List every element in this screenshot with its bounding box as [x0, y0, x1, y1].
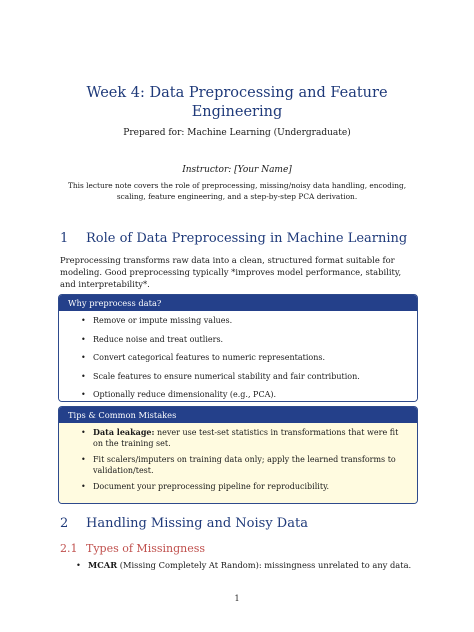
- list-item: [81, 315, 407, 326]
- list-item-text: Scale features to ensure numerical stability and fair contribution.: [93, 371, 360, 381]
- bullet-icon: •: [81, 334, 86, 344]
- instructor: Instructor: [Your Name]: [182, 165, 292, 175]
- bullet-icon: •: [81, 428, 86, 437]
- list-item-text: Convert categorical features to numeric representations.: [93, 353, 326, 362]
- section-2-heading: [60, 516, 308, 531]
- why-box-title: Why preprocess data?: [59, 295, 417, 311]
- missingness-list: [76, 560, 414, 571]
- why-preprocess-box: [58, 294, 418, 402]
- list-item: [76, 560, 414, 571]
- list-item: [81, 371, 407, 382]
- list-item-text: Reduce noise and treat outliers.: [93, 334, 224, 344]
- list-item-text: Document your preprocessing pipeline for reproducibility.: [93, 482, 330, 491]
- why-box-body: [59, 311, 417, 402]
- list-item-text: Remove or impute missing values.: [93, 316, 233, 325]
- bullet-icon: •: [76, 560, 81, 570]
- page-number: 1: [234, 594, 240, 603]
- subsection-2-1-heading: [60, 542, 205, 555]
- abstract: This lecture note covers the role of preprocessing, missing/noisy data handling, encoding, scaling, feature engineering, and a step-by-step PCA derivation.: [67, 181, 407, 201]
- section-1-number: 1: [60, 231, 69, 246]
- prepared-for: Prepared for: Machine Learning (Undergraduate): [123, 128, 351, 138]
- list-item: [81, 454, 407, 476]
- tips-box-list: [81, 427, 407, 492]
- why-box-list: [81, 315, 407, 400]
- tips-box-title: Tips & Common Mistakes: [59, 407, 417, 423]
- section-1-heading: [60, 231, 407, 246]
- document-title: Week 4: Data Preprocessing and Feature Engineering: [86, 85, 388, 120]
- subsection-2-1-number: 2.1: [60, 542, 78, 555]
- section-2-number: 2: [60, 516, 69, 531]
- tips-box-body: [59, 423, 417, 504]
- list-item: [81, 481, 407, 492]
- list-item-text: Optionally reduce dimensionality (e.g., PCA).: [93, 390, 277, 399]
- list-item: [81, 334, 407, 345]
- list-item-text: never use test-set statistics in transformations that were fit on the training set.: [93, 428, 399, 448]
- section-2-title: Handling Missing and Noisy Data: [86, 516, 308, 531]
- bullet-icon: •: [81, 371, 86, 381]
- bullet-icon: •: [81, 482, 86, 491]
- list-item: [81, 389, 407, 400]
- bullet-icon: •: [81, 390, 86, 399]
- section-1-paragraph: Preprocessing transforms raw data into a clean, structured format suitable for modeling. Good preprocessing typically *improves model performance, stability, and interpretability*.: [60, 255, 402, 289]
- list-item-text: (Missing Completely At Random): missingness unrelated to any data.: [117, 560, 412, 570]
- subsection-2-1-title: Types of Missingness: [86, 542, 206, 555]
- list-item: [81, 352, 407, 363]
- bullet-icon: •: [81, 353, 86, 362]
- tips-box: [58, 406, 418, 504]
- list-item: [81, 427, 407, 449]
- bullet-icon: •: [81, 455, 86, 464]
- section-1-title: Role of Data Preprocessing in Machine Learning: [86, 231, 408, 246]
- mcar-label: MCAR: [88, 560, 118, 570]
- data-leakage-label: Data leakage:: [93, 427, 155, 437]
- bullet-icon: •: [81, 316, 86, 325]
- list-item-text: Fit scalers/imputers on training data only; apply the learned transforms to validation/test.: [93, 455, 396, 475]
